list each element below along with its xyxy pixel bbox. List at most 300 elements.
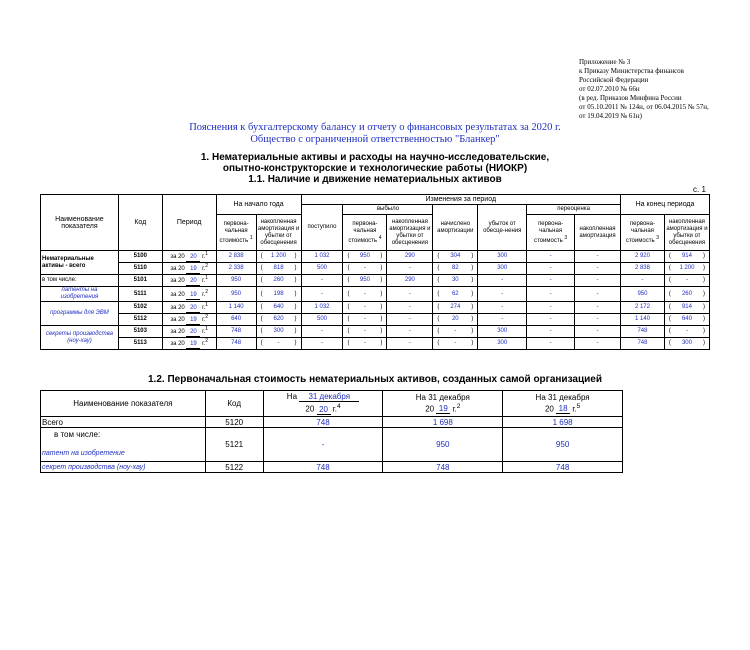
cell-period [162,251,216,263]
paren-wrap [258,328,300,335]
t2-patents-v2: 950 [383,428,503,462]
paren-close: ) [471,253,474,259]
cell-value: - [501,316,504,322]
cell-value: 20 [451,316,459,322]
cell-value: - [549,290,552,297]
paren-close: ) [702,253,705,259]
cell-c11 [664,314,709,326]
cell-value: - [596,265,599,271]
cell-value: 950 [359,253,370,259]
period-suffix: г. [202,254,206,260]
section1-line-3: 1.1. Наличие и движение нематериальных активов [248,174,502,185]
cell-value: - [549,277,552,283]
t2-date2-bottom [384,402,501,415]
paren-close: ) [294,277,297,283]
cell-value: 1 200 [679,265,695,271]
appendix-line: Российской Федерации [579,76,649,84]
cell-c7 [478,314,527,326]
period-prefix: за 20 [170,305,185,311]
cell-value: 2 172 [634,304,650,310]
cell-value: - [277,340,280,346]
section1-line-1: 1. Нематериальные активы и расходы на научно-исследовательские, [200,152,550,163]
cell-value: - [549,328,552,334]
cell-value: 1 032 [314,304,330,310]
cell-c11 [664,302,709,314]
cell-period [162,275,216,287]
paren-open: ( [260,253,263,259]
t2-header-code: Код [205,391,263,417]
cell-value: - [596,277,599,283]
cell-c4 [343,287,387,302]
cell-value: 1 032 [314,253,330,259]
cell-value: 290 [404,253,415,259]
period-suffix: г. [202,341,206,347]
cell-code-cell [118,326,162,338]
header-accum: накопленная амортизация и убытки от обесценения [256,215,301,251]
paren-close: ) [380,290,383,297]
paren-wrap [344,316,385,323]
paren-open: ( [260,340,263,346]
cell-code-cell [118,251,162,263]
paren-wrap [344,291,385,298]
cell-c7 [478,251,527,263]
footnote-mark: 1 [205,275,209,281]
t2-date3-yr: 20 [544,404,554,414]
cell-c10 [620,302,664,314]
paren-wrap [344,265,385,272]
paren-wrap [666,291,708,298]
period-prefix: за 20 [170,278,185,284]
cell-c10 [620,338,664,350]
cell-value: - [596,328,599,334]
cell-c1 [216,251,256,263]
cell-c8 [527,263,575,275]
paren-close: ) [702,304,705,310]
cell-value: 914 [681,253,692,259]
cell-value: - [549,316,552,322]
paren-open: ( [437,277,440,283]
paren-wrap [258,304,300,311]
header-initial-cost [216,215,256,251]
table-row [41,275,710,287]
paren-wrap [344,304,385,311]
cell-value: - [501,304,504,310]
cell-value: 2 338 [228,265,244,271]
document-title [0,122,750,146]
paren-open: ( [347,265,350,271]
cell-c9 [575,263,621,275]
table-row [41,302,710,314]
t2-date3-g: г. [572,404,577,414]
cell-value: - [501,290,504,297]
t2-date1-yr: 20 [305,404,315,414]
cell-c5 [387,314,433,326]
cell-value: 300 [273,328,284,334]
paren-close: ) [702,290,705,297]
cell-value: - [596,340,599,346]
footnote-mark: 1 [205,326,209,332]
t2-knowhow-v2: 748 [383,462,503,473]
cell-c1 [216,275,256,287]
period-suffix: г. [202,305,206,311]
cell-value: - [408,304,411,310]
cell-c11 [664,263,709,275]
t2-header-name: Наименование показателя [41,391,206,417]
paren-close: ) [703,328,705,334]
paren-wrap [434,253,476,260]
cell-c2 [256,338,301,350]
header-end: На конец периода [620,195,709,215]
cell-code-cell [118,302,162,314]
t2-knowhow-v3: 748 [503,462,623,473]
t2-header-date3 [503,391,623,417]
cell-value: - [363,265,366,271]
t2-header-date1 [263,391,383,417]
cell-c6 [433,263,478,275]
cell-c3 [301,314,343,326]
header-changes: Изменения за период [301,195,620,205]
cell-value: 2 838 [228,253,244,259]
paren-wrap [258,291,300,298]
paren-open: ( [260,277,263,283]
cell-value: 82 [451,265,459,271]
cell-c7 [478,275,527,287]
cell-value: 640 [273,304,284,310]
paren-close: ) [703,277,705,283]
period-year: 20 [186,278,200,286]
cell-c9 [575,251,621,263]
section2-title: 1.2. Первоначальная стоимость нематериальных активов, созданных самой организацией [148,374,602,385]
cell-value: - [596,316,599,322]
paren-open: ( [347,316,350,322]
paren-wrap [666,328,708,335]
paren-open: ( [668,304,671,310]
cell-c4 [343,263,387,275]
paren-wrap [666,316,708,323]
title-line-2: Общество с ограниченной ответственностью "Бланкер" [250,134,500,145]
header-impairment: убыток от обесце-нения [478,205,527,251]
period-suffix: г. [202,266,206,272]
paren-close: ) [380,304,383,310]
cell-c10 [620,251,664,263]
cell-period [162,263,216,275]
cell-value: 2 920 [634,253,650,259]
cell-value: - [685,277,688,283]
paren-close: ) [294,253,297,259]
t2-patents-label-cell [41,428,206,462]
cell-value: - [549,253,552,259]
cell-c4 [343,314,387,326]
cell-value: - [408,316,411,322]
cell-value: - [363,290,366,297]
row-label-knowhow: секреты производства (ноу-хау) [41,326,119,350]
cell-c3 [301,287,343,302]
cell-c10 [620,275,664,287]
cell-c3 [301,326,343,338]
t2-date2-top: На 31 декабря [415,392,470,402]
paren-wrap [666,265,708,272]
header-initial-cost-text: первона-чальная стоимость [219,220,249,244]
t2-knowhow-code: 5122 [205,462,263,473]
cell-value: 748 [231,328,242,334]
t2-date1-prefix: На [286,392,298,402]
paren-close: ) [471,340,474,346]
t2-date1-day: 31 декабря [299,392,359,402]
t2-total-v3: 1 698 [503,417,623,428]
t2-date3-year: 18 [556,404,570,414]
cell-value: 2 838 [634,265,650,271]
cell-c6 [433,314,478,326]
cell-c11 [664,287,709,302]
paren-close: ) [294,290,297,297]
paren-wrap [434,316,476,323]
cell-c11 [664,251,709,263]
t2-date2-year: 19 [436,404,450,414]
section1-line-2: опытно-конструкторские и технологические работы (НИОКР) [222,163,528,174]
cell-c4 [343,251,387,263]
cell-code-cell [118,314,162,326]
paren-close: ) [471,328,474,334]
paren-wrap [344,340,385,347]
cell-code: 5113 [133,340,147,346]
paren-open: ( [668,328,671,334]
paren-wrap [434,328,476,335]
table-row [41,428,623,462]
t2-date1-year: 20 [317,405,331,415]
cell-c5 [387,302,433,314]
cell-value: - [321,290,323,297]
cell-c6 [433,251,478,263]
cell-value: 620 [273,316,284,322]
header-disposed-accum: накопленная амортизация и убытки от обесценения [387,215,433,251]
t2-header-date2 [383,391,503,417]
period-year: 19 [186,292,200,300]
paren-close: ) [380,340,383,346]
cell-code: 5103 [133,328,147,334]
paren-wrap [434,291,476,298]
table-row [41,251,710,263]
table-row [41,462,623,473]
t2-patents-v1: - [263,428,383,462]
paren-close: ) [380,277,383,283]
table-row [41,326,710,338]
cell-value: 748 [231,340,242,346]
t2-date1-bottom [265,402,382,415]
paren-close: ) [702,316,705,322]
cell-c8 [527,314,575,326]
cell-value: 300 [497,328,508,334]
table-row [41,417,623,428]
cell-c11 [664,338,709,350]
paren-open: ( [668,340,671,346]
cell-code: 5100 [133,253,147,259]
header-accrued: начислено амортизации [433,205,478,251]
paren-wrap [344,328,385,335]
paren-open: ( [437,265,440,271]
cell-c5 [387,251,433,263]
t2-date2-g: г. [452,404,457,414]
paren-close: ) [380,253,383,259]
t2-total-v2: 1 698 [383,417,503,428]
initial-cost-table [40,390,623,473]
cell-code-cell [118,287,162,302]
paren-open: ( [347,340,350,346]
footnote-mark: 2 [205,338,209,344]
cell-value: 748 [637,340,648,346]
cell-value: - [321,328,323,334]
paren-open: ( [347,253,350,259]
cell-code: 5111 [133,290,147,297]
cell-code-cell [118,275,162,287]
appendix-line: от 05.10.2011 № 124н, от 06.04.2015 № 57н, [579,103,709,111]
t2-date1-top [265,392,382,402]
paren-wrap [434,265,476,272]
paren-close: ) [294,304,297,310]
cell-value: 1 140 [634,316,650,322]
paren-close: ) [471,277,474,283]
cell-code: 5110 [133,265,147,271]
section1-title [0,152,750,185]
paren-open: ( [437,316,440,322]
cell-c1 [216,287,256,302]
cell-code-cell [118,338,162,350]
cell-value: 950 [359,277,370,283]
cell-value: - [596,304,599,310]
cell-value: - [549,265,552,271]
cell-value: 1 140 [228,304,244,310]
period-suffix: г. [202,291,206,298]
cell-c9 [575,338,621,350]
cell-value: 274 [450,304,461,310]
cell-value: 290 [404,277,415,283]
period-year: 20 [186,305,200,313]
cell-c7 [478,302,527,314]
cell-value: - [321,340,323,346]
cell-c10 [620,326,664,338]
paren-open: ( [260,316,263,322]
table-row [41,338,710,350]
t2-date3-bottom [504,402,621,415]
row-label-total: Нематериальные активы - всего [41,251,119,275]
cell-c4 [343,326,387,338]
cell-value: - [641,277,644,283]
cell-value: 260 [681,290,692,297]
cell-code: 5112 [133,316,147,322]
cell-code: 5101 [133,277,147,283]
cell-c5 [387,326,433,338]
t2-date1-g: г. [332,404,337,414]
cell-c2 [256,263,301,275]
cell-value: 640 [231,316,242,322]
cell-c3 [301,302,343,314]
paren-open: ( [260,304,263,310]
paren-wrap [666,340,708,347]
cell-c1 [216,302,256,314]
cell-c8 [527,338,575,350]
cell-c5 [387,263,433,275]
paren-wrap [258,253,300,260]
cell-value: - [363,316,366,322]
cell-c1 [216,314,256,326]
period-prefix: за 20 [170,254,185,260]
cell-code: 5102 [133,304,147,310]
header-end-initial [620,215,664,251]
paren-wrap [434,340,476,347]
period-prefix: за 20 [170,317,185,323]
cell-value: - [454,340,457,346]
paren-wrap [344,253,385,260]
cell-value: - [685,328,688,334]
paren-wrap [666,277,708,284]
cell-c7 [478,326,527,338]
appendix-line: Приложение № 3 [579,58,631,66]
header-received: поступило [301,205,343,251]
paren-close: ) [380,316,383,322]
cell-value: 198 [273,290,284,297]
cell-c3 [301,275,343,287]
paren-open: ( [347,304,350,310]
cell-c3 [301,338,343,350]
cell-c8 [527,287,575,302]
cell-c2 [256,251,301,263]
cell-c9 [575,287,621,302]
cell-c8 [527,302,575,314]
header-end-initial-text: первона-чальная стоимость [625,220,655,244]
cell-value: 1 200 [271,253,287,259]
paren-close: ) [702,340,705,346]
cell-c10 [620,263,664,275]
paren-wrap [258,316,300,323]
cell-c6 [433,338,478,350]
period-suffix: г. [202,329,206,335]
footnote-mark: 2 [205,288,209,295]
footnote-mark: 1 [249,234,253,241]
cell-c5 [387,338,433,350]
paren-close: ) [380,265,383,271]
cell-value: 640 [681,316,692,322]
cell-period [162,338,216,350]
header-disposed-initial-text: первона-чальная стоимость [348,220,378,244]
cell-value: 914 [681,304,692,310]
paren-close: ) [471,290,474,297]
cell-value: 300 [681,340,692,346]
cell-period [162,302,216,314]
cell-c1 [216,263,256,275]
cell-value: 500 [316,316,327,322]
period-year: 20 [186,254,200,262]
t2-total-label: Всего [41,417,206,428]
period-suffix: г. [202,278,206,284]
paren-wrap [258,277,300,284]
cell-value: 950 [637,290,648,297]
t2-date2-yr: 20 [425,404,435,414]
t2-patents-code: 5121 [205,428,263,462]
row-label-including: в том числе: [41,275,119,287]
header-disposed-initial [343,215,387,251]
paren-wrap [344,277,385,284]
t2-knowhow-label: секрет производства (ноу-хау) [41,462,206,473]
cell-value: 62 [451,290,459,297]
row-label-software: программы для ЭВМ [41,302,119,326]
paren-close: ) [294,265,297,271]
cell-c2 [256,302,301,314]
cell-period [162,326,216,338]
footnote-mark: 4 [336,403,341,411]
cell-value: 30 [451,277,459,283]
cell-value: 304 [450,253,461,259]
cell-value: - [501,277,504,283]
paren-open: ( [437,340,440,346]
